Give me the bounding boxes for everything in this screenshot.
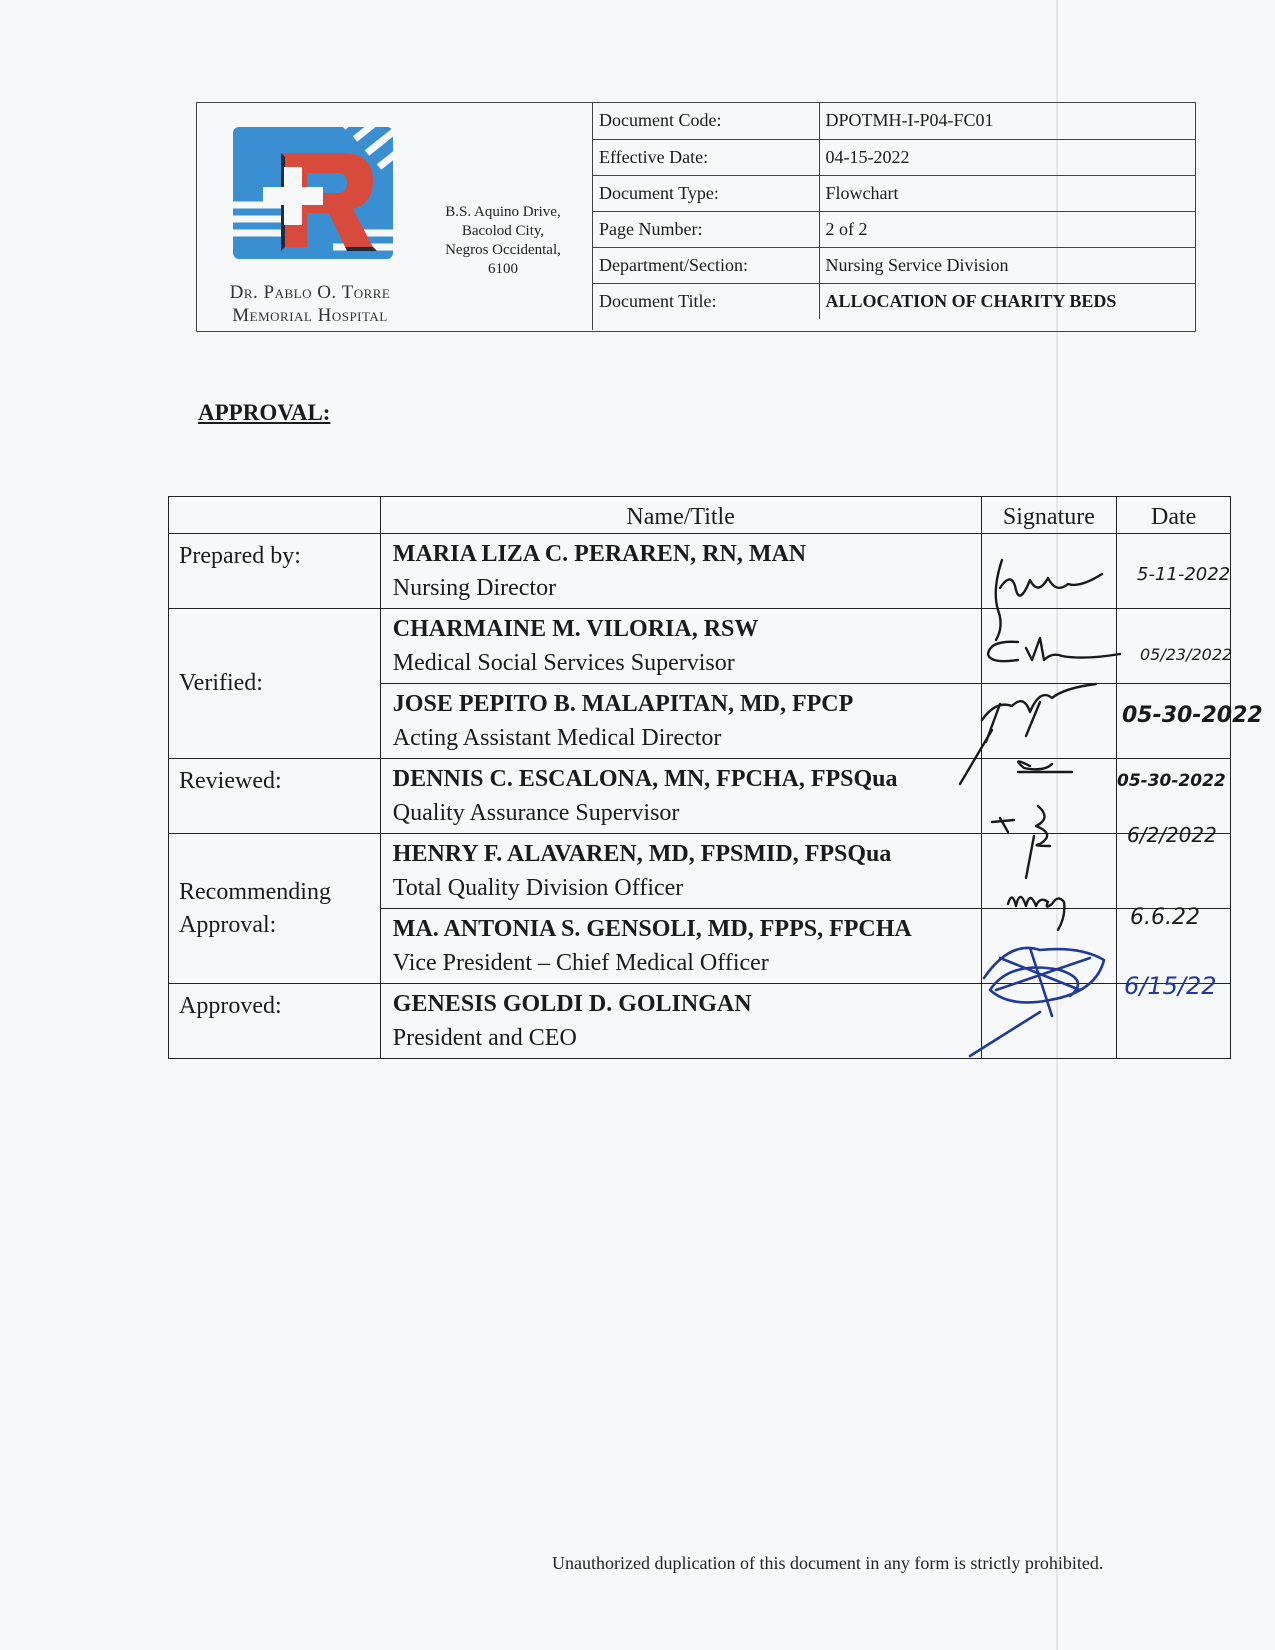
signatory-name: MA. ANTONIA S. GENSOLI, MD, FPPS, FPCHA [392,916,912,942]
footer-notice: Unauthorized duplication of this document in any form is strictly prohibited. [552,1553,1104,1573]
meta-label: Page Number: [593,211,819,247]
document-header [196,102,1196,332]
signatory [380,534,981,609]
name-title-column-header: Name/Title [380,497,981,534]
handwritten-date: 05-30-2022 [1122,703,1263,728]
signatory-title: Medical Social Services Supervisor [392,650,735,676]
signatory [380,834,981,909]
document-meta-table [593,103,1195,319]
hospital-name-line-2: Memorial Hospital [232,305,388,326]
signatory-title: Total Quality Division Officer [392,875,684,901]
name-word: FPSMID, [700,841,799,867]
signatory-name: JOSE PEPITO B. MALAPITAN, MD, FPCP [392,691,854,717]
name-word: FPSQua [804,841,892,867]
document-title-value: ALLOCATION OF CHARITY BEDS [825,290,1117,311]
name-word: ALAVAREN, [506,841,643,867]
signatory-name [393,837,969,871]
meta-value: 04-15-2022 [819,139,1195,175]
signature-cell [981,534,1117,609]
signature-cell [981,909,1117,984]
handwritten-date: 6/15/22 [1124,972,1217,1000]
signature-cell [981,834,1117,909]
role-label: Approved: [169,984,381,1059]
date-cell [1117,909,1231,984]
approval-row-verified-1 [169,609,1231,684]
signatory-title: Acting Assistant Medical Director [392,725,722,751]
signature-cell [981,759,1117,834]
address-line: B.S. Aquino Drive, [445,204,561,220]
meta-label: Effective Date: [593,139,819,175]
approval-heading: APPROVAL: [198,400,331,425]
date-column-header: Date [1117,497,1231,534]
date-cell [1117,984,1231,1059]
handwritten-date: 6/2/2022 [1127,823,1217,847]
meta-label: Document Type: [593,175,819,211]
handwritten-date: 05-30-2022 [1117,771,1226,791]
address-line: Negros Occidental, [445,242,561,258]
role-label: Verified: [169,609,381,759]
meta-row [593,103,1195,139]
meta-value: Flowchart [819,175,1195,211]
approval-row-approved [169,984,1231,1059]
meta-label: Document Title: [593,283,819,319]
signatory-name: GENESIS GOLDI D. GOLINGAN [392,991,752,1017]
signature-cell [981,609,1117,684]
handwritten-date: 5-11-2022 [1137,564,1231,585]
signatory-name: CHARMAINE M. VILORIA, RSW [392,616,759,642]
role-label: Reviewed: [169,759,381,834]
role-label: Prepared by: [169,534,381,609]
name-word: F. [483,841,503,867]
name-word: HENRY [392,841,478,867]
meta-row [593,175,1195,211]
date-cell [1117,834,1231,909]
signatory [380,984,981,1059]
logo-cell [197,103,593,330]
meta-label: Department/Section: [593,247,819,283]
hospital-name [205,281,415,327]
signatory [380,909,981,984]
meta-value: Nursing Service Division [819,247,1195,283]
signatory-title: Nursing Director [392,575,557,601]
name-word: MD, [648,841,695,867]
signature-cell [981,984,1117,1059]
hospital-logo-icon [233,127,393,259]
hospital-name-line-1: Dr. Pablo O. Torre [229,282,391,303]
signatory-title: Vice President – Chief Medical Officer [392,950,769,976]
role-column-header [169,497,381,534]
signatory-title: Quality Assurance Supervisor [392,800,680,826]
meta-row [593,211,1195,247]
date-cell [1117,534,1231,609]
role-label: Recommending Approval: [169,834,381,984]
handwritten-date: 05/23/2022 [1140,645,1233,664]
meta-row [593,139,1195,175]
approval-row-prepared [169,534,1231,609]
meta-label: Document Code: [593,103,819,139]
approval-header-row [169,497,1231,534]
meta-value: 2 of 2 [819,211,1195,247]
date-cell [1117,684,1231,759]
date-cell [1117,759,1231,834]
approval-table [168,496,1231,1059]
signature-column-header: Signature [981,497,1117,534]
meta-row [593,283,1195,319]
signatory-name: DENNIS C. ESCALONA, MN, FPCHA, FPSQua [392,766,898,792]
signatory [380,609,981,684]
signature-cell [981,684,1117,759]
hospital-address [421,203,585,279]
signatory-name: MARIA LIZA C. PERAREN, RN, MAN [392,541,807,567]
handwritten-date: 6.6.22 [1130,905,1200,930]
signatory-title: President and CEO [392,1025,577,1051]
meta-row [593,247,1195,283]
approval-row-recommending-1 [169,834,1231,909]
approval-row-reviewed [169,759,1231,834]
signatory [380,759,981,834]
address-line: Bacolod City, [461,223,545,239]
date-cell [1117,609,1231,684]
address-line: 6100 [488,261,518,277]
signatory [380,684,981,759]
meta-value: DPOTMH-I-P04-FC01 [819,103,1195,139]
